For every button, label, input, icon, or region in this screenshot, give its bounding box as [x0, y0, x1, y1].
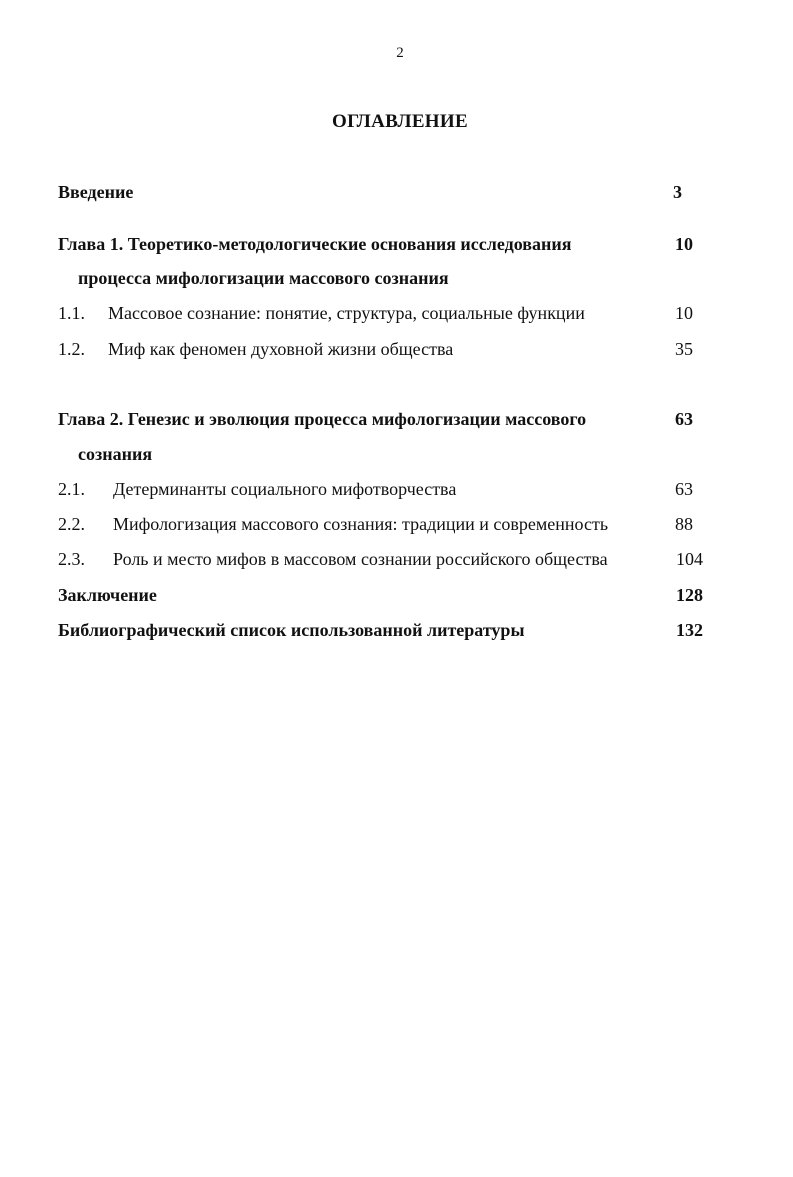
toc-entry-label: Введение — [58, 182, 134, 202]
toc-section-number: 2.3. — [58, 549, 85, 569]
page-number: 2 — [396, 45, 404, 61]
toc-entry-page: 35 — [675, 339, 693, 359]
toc-chapter-2-title: Глава 2. Генезис и эволюция процесса мифологизации массового — [58, 409, 587, 429]
toc-entry-page: 104 — [676, 549, 703, 569]
page-title: ОГЛАВЛЕНИЕ — [332, 111, 468, 132]
toc-entry-page: 132 — [676, 620, 703, 640]
toc-section-title: Миф как феномен духовной жизни общества — [108, 339, 454, 359]
toc-section-title: Роль и место мифов в массовом сознании российского общества — [113, 549, 608, 569]
toc-entry-page: 63 — [675, 479, 693, 499]
toc-entry-page: 128 — [676, 585, 703, 605]
toc-entry-page: 3 — [673, 182, 682, 202]
toc-entry-page: 88 — [675, 514, 693, 534]
toc-section-title: Мифологизация массового сознания: традиции и современность — [113, 514, 609, 534]
toc-section-number: 1.1. — [58, 303, 85, 323]
toc-chapter-1-title-continued: процесса мифологизации массового сознания — [78, 268, 449, 288]
toc-section-title: Массовое сознание: понятие, структура, социальные функции — [108, 303, 585, 323]
toc-section-number: 2.1. — [58, 479, 85, 499]
toc-chapter-1-title: Глава 1. Теоретико-методологические основания исследования — [58, 234, 572, 254]
toc-entry-page: 63 — [675, 409, 693, 429]
toc-entry-label: Библиографический список использованной литературы — [58, 620, 525, 640]
toc-section-number: 2.2. — [58, 514, 85, 534]
toc-section-number: 1.2. — [58, 339, 85, 359]
toc-chapter-2-title-continued: сознания — [78, 444, 153, 464]
toc-section-title: Детерминанты социального мифотворчества — [113, 479, 457, 499]
toc-entry-page: 10 — [675, 234, 693, 254]
toc-entry-page: 10 — [675, 303, 693, 323]
toc-entry-label: Заключение — [58, 585, 157, 605]
